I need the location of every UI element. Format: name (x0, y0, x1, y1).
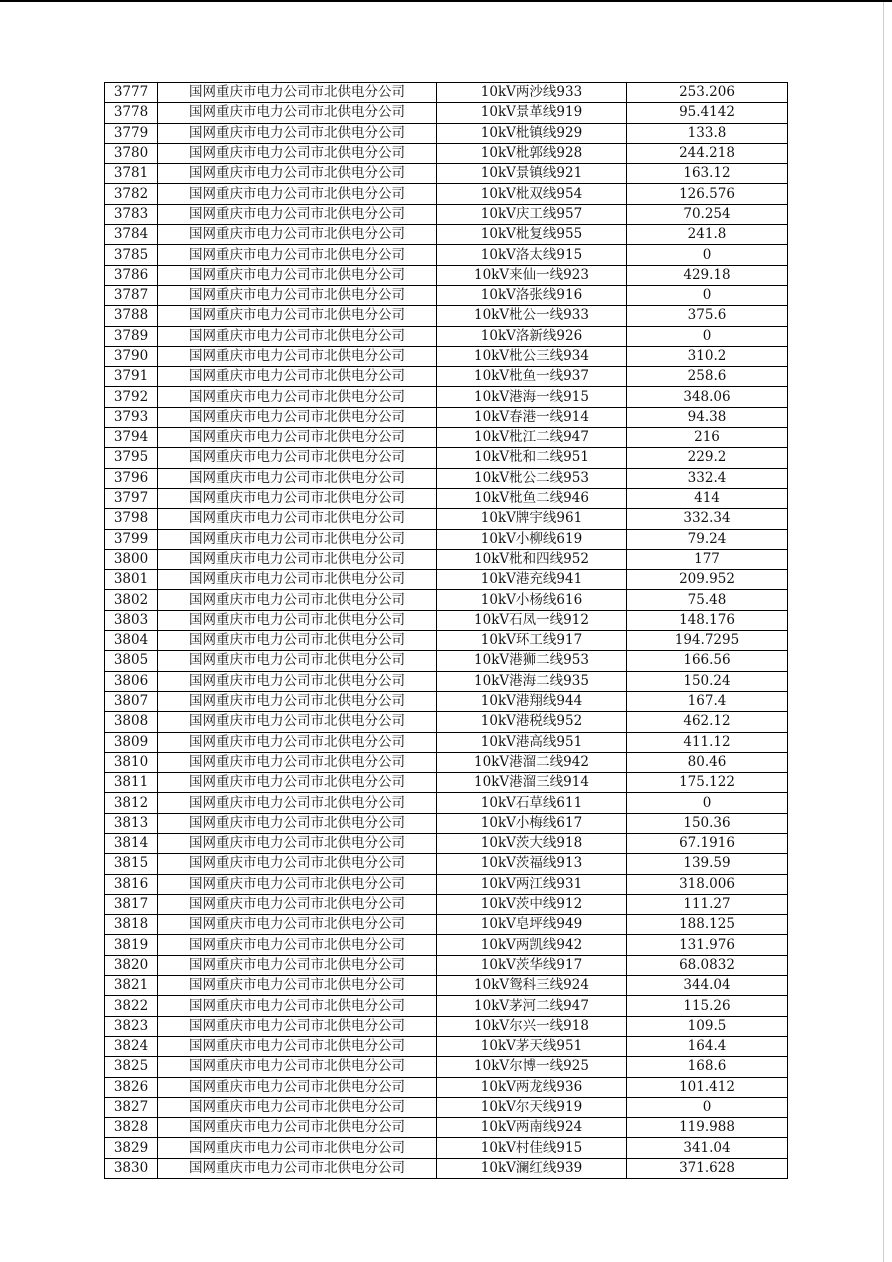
company-name-cell: 国网重庆市电力公司市北供电分公司 (158, 894, 437, 914)
row-number-cell: 3814 (105, 833, 158, 853)
line-name-cell: 10kV港翔线944 (437, 691, 627, 711)
value-cell: 70.254 (627, 204, 788, 224)
value-cell: 0 (627, 1097, 788, 1117)
row-number-cell: 3803 (105, 610, 158, 630)
line-name-cell: 10kV枇鱼二线946 (437, 488, 627, 508)
company-name-cell: 国网重庆市电力公司市北供电分公司 (158, 570, 437, 590)
table-row (105, 529, 788, 549)
company-name-cell: 国网重庆市电力公司市北供电分公司 (158, 1036, 437, 1056)
company-name-cell: 国网重庆市电力公司市北供电分公司 (158, 915, 437, 935)
line-name-cell: 10kV环工线917 (437, 631, 627, 651)
table-row (105, 752, 788, 772)
row-number-cell: 3795 (105, 448, 158, 468)
company-name-cell: 国网重庆市电力公司市北供电分公司 (158, 164, 437, 184)
row-number-cell: 3802 (105, 590, 158, 610)
company-name-cell: 国网重庆市电力公司市北供电分公司 (158, 103, 437, 123)
value-cell: 167.4 (627, 691, 788, 711)
line-name-cell: 10kV两龙线936 (437, 1077, 627, 1097)
line-name-cell: 10kV港溜三线914 (437, 773, 627, 793)
table-row (105, 691, 788, 711)
table-row (105, 1158, 788, 1178)
table-row (105, 671, 788, 691)
value-cell: 375.6 (627, 306, 788, 326)
value-cell: 148.176 (627, 610, 788, 630)
value-cell: 133.8 (627, 123, 788, 143)
company-name-cell: 国网重庆市电力公司市北供电分公司 (158, 468, 437, 488)
value-cell: 68.0832 (627, 955, 788, 975)
line-name-cell: 10kV皂坪线949 (437, 915, 627, 935)
value-cell: 109.5 (627, 1016, 788, 1036)
row-number-cell: 3788 (105, 306, 158, 326)
value-cell: 371.628 (627, 1158, 788, 1178)
row-number-cell: 3808 (105, 712, 158, 732)
value-cell: 0 (627, 326, 788, 346)
row-number-cell: 3785 (105, 245, 158, 265)
value-cell: 341.04 (627, 1138, 788, 1158)
table-row (105, 894, 788, 914)
line-name-cell: 10kV枇和四线952 (437, 549, 627, 569)
line-name-cell: 10kV两南线924 (437, 1118, 627, 1138)
row-number-cell: 3794 (105, 428, 158, 448)
value-cell: 166.56 (627, 651, 788, 671)
table-row (105, 428, 788, 448)
value-cell: 177 (627, 549, 788, 569)
company-name-cell: 国网重庆市电力公司市北供电分公司 (158, 671, 437, 691)
table-row (105, 732, 788, 752)
row-number-cell: 3830 (105, 1158, 158, 1178)
table-row (105, 407, 788, 427)
company-name-cell: 国网重庆市电力公司市北供电分公司 (158, 407, 437, 427)
row-number-cell: 3791 (105, 367, 158, 387)
row-number-cell: 3782 (105, 184, 158, 204)
line-name-cell: 10kV枇复线955 (437, 225, 627, 245)
row-number-cell: 3790 (105, 346, 158, 366)
company-name-cell: 国网重庆市电力公司市北供电分公司 (158, 651, 437, 671)
value-cell: 244.218 (627, 143, 788, 163)
value-cell: 101.412 (627, 1077, 788, 1097)
table-row (105, 996, 788, 1016)
company-name-cell: 国网重庆市电力公司市北供电分公司 (158, 184, 437, 204)
company-name-cell: 国网重庆市电力公司市北供电分公司 (158, 631, 437, 651)
line-name-cell: 10kV小柳线619 (437, 529, 627, 549)
company-name-cell: 国网重庆市电力公司市北供电分公司 (158, 1077, 437, 1097)
line-name-cell: 10kV港海二线935 (437, 671, 627, 691)
line-name-cell: 10kV牌宇线961 (437, 509, 627, 529)
table-row (105, 306, 788, 326)
line-name-cell: 10kV茅天线951 (437, 1036, 627, 1056)
value-cell: 411.12 (627, 732, 788, 752)
value-cell: 150.24 (627, 671, 788, 691)
value-cell: 67.1916 (627, 833, 788, 853)
company-name-cell: 国网重庆市电力公司市北供电分公司 (158, 367, 437, 387)
company-name-cell: 国网重庆市电力公司市北供电分公司 (158, 752, 437, 772)
line-name-cell: 10kV两凯线942 (437, 935, 627, 955)
value-cell: 318.006 (627, 874, 788, 894)
table-row (105, 549, 788, 569)
line-name-cell: 10kV小梅线617 (437, 813, 627, 833)
value-cell: 429.18 (627, 265, 788, 285)
company-name-cell: 国网重庆市电力公司市北供电分公司 (158, 265, 437, 285)
row-number-cell: 3816 (105, 874, 158, 894)
row-number-cell: 3822 (105, 996, 158, 1016)
row-number-cell: 3821 (105, 976, 158, 996)
row-number-cell: 3800 (105, 549, 158, 569)
table-row (105, 164, 788, 184)
line-name-cell: 10kV港充线941 (437, 570, 627, 590)
row-number-cell: 3777 (105, 83, 158, 103)
company-name-cell: 国网重庆市电力公司市北供电分公司 (158, 1016, 437, 1036)
table-row (105, 143, 788, 163)
company-name-cell: 国网重庆市电力公司市北供电分公司 (158, 976, 437, 996)
value-cell: 75.48 (627, 590, 788, 610)
line-name-cell: 10kV洛太线915 (437, 245, 627, 265)
row-number-cell: 3787 (105, 285, 158, 305)
company-name-cell: 国网重庆市电力公司市北供电分公司 (158, 793, 437, 813)
line-name-cell: 10kV港税线952 (437, 712, 627, 732)
company-name-cell: 国网重庆市电力公司市北供电分公司 (158, 935, 437, 955)
table-row (105, 813, 788, 833)
table-row (105, 1057, 788, 1077)
company-name-cell: 国网重庆市电力公司市北供电分公司 (158, 204, 437, 224)
row-number-cell: 3818 (105, 915, 158, 935)
row-number-cell: 3799 (105, 529, 158, 549)
table-row (105, 468, 788, 488)
row-number-cell: 3780 (105, 143, 158, 163)
row-number-cell: 3815 (105, 854, 158, 874)
row-number-cell: 3809 (105, 732, 158, 752)
table-row (105, 509, 788, 529)
company-name-cell: 国网重庆市电力公司市北供电分公司 (158, 509, 437, 529)
row-number-cell: 3824 (105, 1036, 158, 1056)
value-cell: 0 (627, 245, 788, 265)
value-cell: 188.125 (627, 915, 788, 935)
line-name-cell: 10kV枇郭线928 (437, 143, 627, 163)
table-row (105, 874, 788, 894)
value-cell: 95.4142 (627, 103, 788, 123)
table-row (105, 1016, 788, 1036)
company-name-cell: 国网重庆市电力公司市北供电分公司 (158, 773, 437, 793)
table-row (105, 651, 788, 671)
row-number-cell: 3823 (105, 1016, 158, 1036)
row-number-cell: 3779 (105, 123, 158, 143)
line-name-cell: 10kV枇公二线953 (437, 468, 627, 488)
company-name-cell: 国网重庆市电力公司市北供电分公司 (158, 1057, 437, 1077)
line-name-cell: 10kV庆工线957 (437, 204, 627, 224)
value-cell: 115.26 (627, 996, 788, 1016)
line-name-cell: 10kV春港一线914 (437, 407, 627, 427)
line-name-cell: 10kV石凤一线912 (437, 610, 627, 630)
value-cell: 150.36 (627, 813, 788, 833)
table-row (105, 367, 788, 387)
value-cell: 94.38 (627, 407, 788, 427)
value-cell: 241.8 (627, 225, 788, 245)
company-name-cell: 国网重庆市电力公司市北供电分公司 (158, 123, 437, 143)
value-cell: 209.952 (627, 570, 788, 590)
row-number-cell: 3784 (105, 225, 158, 245)
row-number-cell: 3806 (105, 671, 158, 691)
row-number-cell: 3807 (105, 691, 158, 711)
table-row (105, 570, 788, 590)
value-cell: 414 (627, 488, 788, 508)
value-cell: 168.6 (627, 1057, 788, 1077)
row-number-cell: 3810 (105, 752, 158, 772)
company-name-cell: 国网重庆市电力公司市北供电分公司 (158, 387, 437, 407)
line-name-cell: 10kV鸳科三线924 (437, 976, 627, 996)
company-name-cell: 国网重庆市电力公司市北供电分公司 (158, 285, 437, 305)
line-name-cell: 10kV枇鱼一线937 (437, 367, 627, 387)
value-cell: 194.7295 (627, 631, 788, 651)
table-row (105, 326, 788, 346)
table-row (105, 915, 788, 935)
table-row (105, 123, 788, 143)
line-name-cell: 10kV尔兴一线918 (437, 1016, 627, 1036)
line-name-cell: 10kV枇江二线947 (437, 428, 627, 448)
row-number-cell: 3828 (105, 1118, 158, 1138)
value-cell: 139.59 (627, 854, 788, 874)
line-name-cell: 10kV两江线931 (437, 874, 627, 894)
row-number-cell: 3792 (105, 387, 158, 407)
row-number-cell: 3811 (105, 773, 158, 793)
table-row (105, 610, 788, 630)
table-row (105, 1097, 788, 1117)
line-name-cell: 10kV景镇线921 (437, 164, 627, 184)
company-name-cell: 国网重庆市电力公司市北供电分公司 (158, 732, 437, 752)
table-row (105, 590, 788, 610)
line-name-cell: 10kV两沙线933 (437, 83, 627, 103)
line-name-cell: 10kV枇双线954 (437, 184, 627, 204)
value-cell: 126.576 (627, 184, 788, 204)
row-number-cell: 3827 (105, 1097, 158, 1117)
row-number-cell: 3798 (105, 509, 158, 529)
row-number-cell: 3781 (105, 164, 158, 184)
value-cell: 332.4 (627, 468, 788, 488)
line-name-cell: 10kV枇镇线929 (437, 123, 627, 143)
row-number-cell: 3817 (105, 894, 158, 914)
table-row (105, 245, 788, 265)
line-name-cell: 10kV茨福线913 (437, 854, 627, 874)
value-cell: 258.6 (627, 367, 788, 387)
value-cell: 332.34 (627, 509, 788, 529)
table-body (105, 83, 788, 1179)
row-number-cell: 3819 (105, 935, 158, 955)
table-row (105, 346, 788, 366)
row-number-cell: 3820 (105, 955, 158, 975)
value-cell: 163.12 (627, 164, 788, 184)
table-row (105, 1138, 788, 1158)
line-name-cell: 10kV枇公三线934 (437, 346, 627, 366)
line-name-cell: 10kV洛新线926 (437, 326, 627, 346)
company-name-cell: 国网重庆市电力公司市北供电分公司 (158, 712, 437, 732)
line-name-cell: 10kV尔天线919 (437, 1097, 627, 1117)
line-name-cell: 10kV尔博一线925 (437, 1057, 627, 1077)
line-name-cell: 10kV澜红线939 (437, 1158, 627, 1178)
value-cell: 310.2 (627, 346, 788, 366)
table-row (105, 83, 788, 103)
company-name-cell: 国网重庆市电力公司市北供电分公司 (158, 813, 437, 833)
line-name-cell: 10kV枇和二线951 (437, 448, 627, 468)
row-number-cell: 3783 (105, 204, 158, 224)
line-name-cell: 10kV茨大线918 (437, 833, 627, 853)
table-row (105, 265, 788, 285)
table-row (105, 448, 788, 468)
row-number-cell: 3793 (105, 407, 158, 427)
table-row (105, 184, 788, 204)
table-row (105, 833, 788, 853)
line-name-cell: 10kV茅河二线947 (437, 996, 627, 1016)
company-name-cell: 国网重庆市电力公司市北供电分公司 (158, 83, 437, 103)
company-name-cell: 国网重庆市电力公司市北供电分公司 (158, 529, 437, 549)
line-name-cell: 10kV小杨线616 (437, 590, 627, 610)
company-name-cell: 国网重庆市电力公司市北供电分公司 (158, 590, 437, 610)
value-cell: 79.24 (627, 529, 788, 549)
company-name-cell: 国网重庆市电力公司市北供电分公司 (158, 1097, 437, 1117)
value-cell: 348.06 (627, 387, 788, 407)
value-cell: 462.12 (627, 712, 788, 732)
row-number-cell: 3801 (105, 570, 158, 590)
table-row (105, 773, 788, 793)
row-number-cell: 3805 (105, 651, 158, 671)
row-number-cell: 3789 (105, 326, 158, 346)
value-cell: 344.04 (627, 976, 788, 996)
row-number-cell: 3829 (105, 1138, 158, 1158)
value-cell: 175.122 (627, 773, 788, 793)
line-name-cell: 10kV港海一线915 (437, 387, 627, 407)
company-name-cell: 国网重庆市电力公司市北供电分公司 (158, 691, 437, 711)
company-name-cell: 国网重庆市电力公司市北供电分公司 (158, 326, 437, 346)
value-cell: 111.27 (627, 894, 788, 914)
company-name-cell: 国网重庆市电力公司市北供电分公司 (158, 245, 437, 265)
line-name-cell: 10kV港高线951 (437, 732, 627, 752)
table-row (105, 793, 788, 813)
company-name-cell: 国网重庆市电力公司市北供电分公司 (158, 306, 437, 326)
row-number-cell: 3826 (105, 1077, 158, 1097)
line-name-cell: 10kV港狮二线953 (437, 651, 627, 671)
table-row (105, 204, 788, 224)
row-number-cell: 3825 (105, 1057, 158, 1077)
table-row (105, 854, 788, 874)
line-name-cell: 10kV来仙一线923 (437, 265, 627, 285)
table-row (105, 1118, 788, 1138)
company-name-cell: 国网重庆市电力公司市北供电分公司 (158, 448, 437, 468)
company-name-cell: 国网重庆市电力公司市北供电分公司 (158, 1158, 437, 1178)
value-cell: 80.46 (627, 752, 788, 772)
value-cell: 119.988 (627, 1118, 788, 1138)
line-name-cell: 10kV景革线919 (437, 103, 627, 123)
table-row (105, 1036, 788, 1056)
table-row (105, 976, 788, 996)
line-name-cell: 10kV茨华线917 (437, 955, 627, 975)
value-cell: 0 (627, 285, 788, 305)
table-row (105, 631, 788, 651)
table-row (105, 712, 788, 732)
table-row (105, 387, 788, 407)
table-row (105, 285, 788, 305)
company-name-cell: 国网重庆市电力公司市北供电分公司 (158, 549, 437, 569)
line-name-cell: 10kV石草线611 (437, 793, 627, 813)
value-cell: 216 (627, 428, 788, 448)
row-number-cell: 3797 (105, 488, 158, 508)
company-name-cell: 国网重庆市电力公司市北供电分公司 (158, 996, 437, 1016)
line-name-cell: 10kV港溜二线942 (437, 752, 627, 772)
table-row (105, 225, 788, 245)
page-right-edge (883, 2, 884, 1262)
line-name-cell: 10kV枇公一线933 (437, 306, 627, 326)
row-number-cell: 3812 (105, 793, 158, 813)
row-number-cell: 3796 (105, 468, 158, 488)
company-name-cell: 国网重庆市电力公司市北供电分公司 (158, 833, 437, 853)
company-name-cell: 国网重庆市电力公司市北供电分公司 (158, 874, 437, 894)
company-name-cell: 国网重庆市电力公司市北供电分公司 (158, 143, 437, 163)
company-name-cell: 国网重庆市电力公司市北供电分公司 (158, 955, 437, 975)
company-name-cell: 国网重庆市电力公司市北供电分公司 (158, 854, 437, 874)
company-name-cell: 国网重庆市电力公司市北供电分公司 (158, 1118, 437, 1138)
table-row (105, 935, 788, 955)
value-cell: 131.976 (627, 935, 788, 955)
table-row (105, 103, 788, 123)
row-number-cell: 3813 (105, 813, 158, 833)
company-name-cell: 国网重庆市电力公司市北供电分公司 (158, 428, 437, 448)
row-number-cell: 3786 (105, 265, 158, 285)
row-number-cell: 3778 (105, 103, 158, 123)
value-cell: 229.2 (627, 448, 788, 468)
company-name-cell: 国网重庆市电力公司市北供电分公司 (158, 610, 437, 630)
company-name-cell: 国网重庆市电力公司市北供电分公司 (158, 488, 437, 508)
line-name-cell: 10kV茨中线912 (437, 894, 627, 914)
table-row (105, 955, 788, 975)
company-name-cell: 国网重庆市电力公司市北供电分公司 (158, 1138, 437, 1158)
value-cell: 164.4 (627, 1036, 788, 1056)
value-cell: 253.206 (627, 83, 788, 103)
table-row (105, 488, 788, 508)
page-top-border (0, 0, 892, 2)
table-row (105, 1077, 788, 1097)
value-cell: 0 (627, 793, 788, 813)
company-name-cell: 国网重庆市电力公司市北供电分公司 (158, 225, 437, 245)
data-table (104, 82, 788, 1179)
company-name-cell: 国网重庆市电力公司市北供电分公司 (158, 346, 437, 366)
line-name-cell: 10kV村佳线915 (437, 1138, 627, 1158)
line-name-cell: 10kV洛张线916 (437, 285, 627, 305)
row-number-cell: 3804 (105, 631, 158, 651)
